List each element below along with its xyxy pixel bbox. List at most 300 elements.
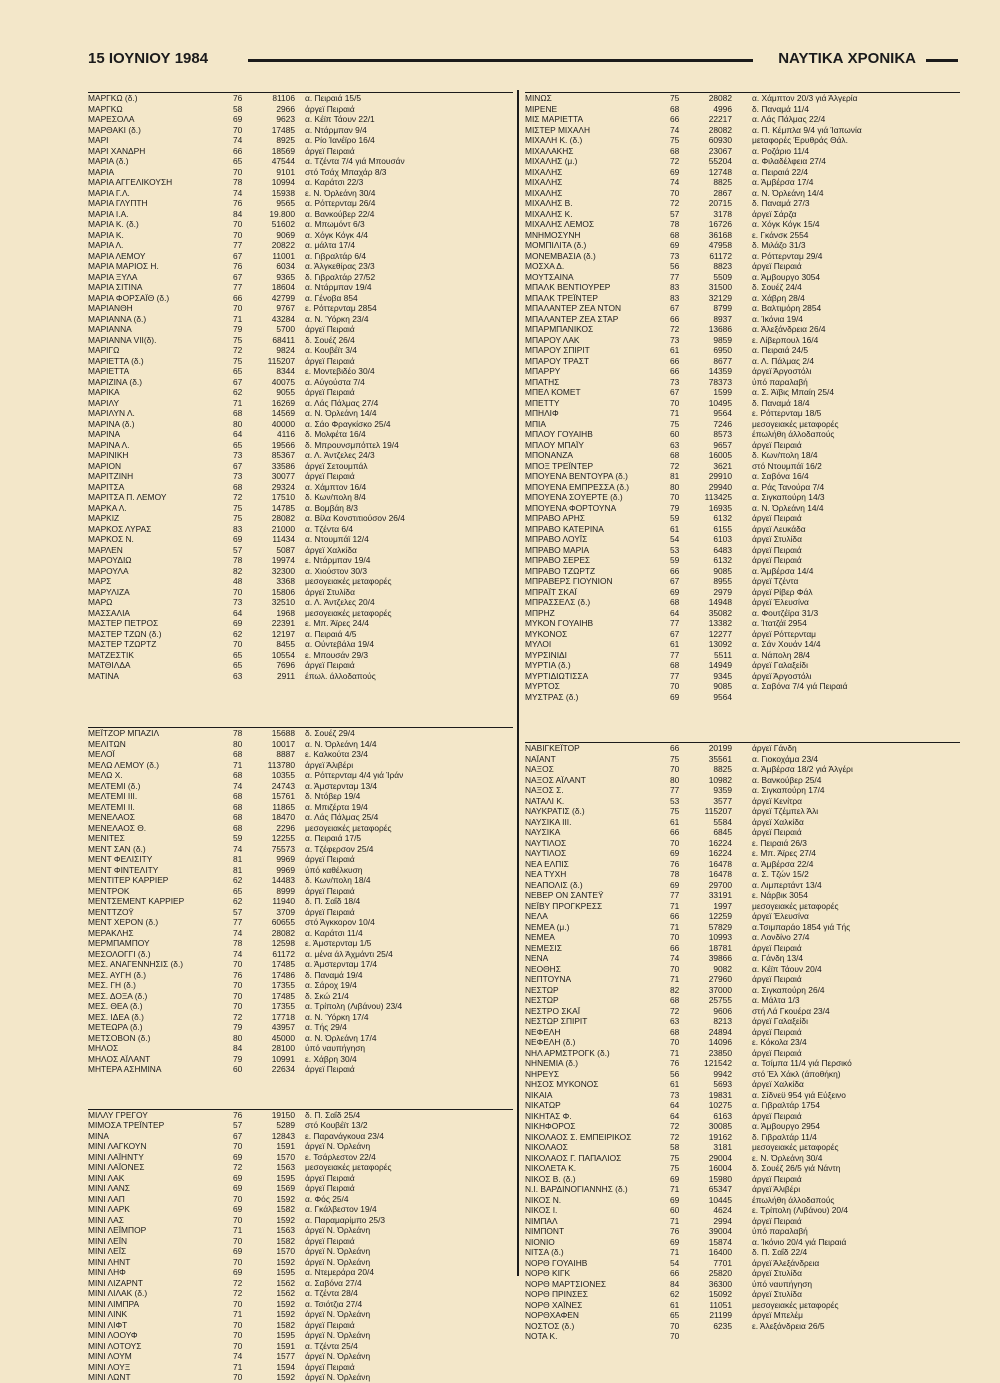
ship-row <box>525 114 960 125</box>
tonnage: 3621 <box>713 460 732 471</box>
ship-status: μεσογειακές μεταφορές <box>305 607 392 618</box>
ship-status: δ. Π. Σαΐδ 18/4 <box>305 896 361 906</box>
ship-name: ΜΠΛΟΥ ΓΟΥΑΙΗΒ <box>525 429 593 439</box>
ship-name: ΝΙΟΝΙΟ <box>525 1236 555 1247</box>
ship-name: ΜΕΣ. ΘΕΑ (δ.) <box>88 1001 143 1011</box>
ship-name: ΝΑΞΟΣ ΑΪΛΑΝΤ <box>525 774 586 785</box>
header-rule <box>248 59 753 62</box>
build-year: 77 <box>670 271 680 282</box>
ship-row <box>88 1246 513 1257</box>
ship-name: ΝΗΛ ΑΡΜΣΤΡΟΓΚ (δ.) <box>525 1047 610 1058</box>
build-year: 81 <box>233 854 243 864</box>
ship-row <box>525 650 960 661</box>
build-year: 69 <box>233 1246 243 1256</box>
build-year: 78 <box>233 938 243 948</box>
ship-status: α. Πειραιά 17/5 <box>305 833 362 843</box>
ship-row <box>525 796 960 807</box>
tonnage: 27960 <box>708 974 732 984</box>
tonnage: 60655 <box>271 917 295 927</box>
ship-status: α. Λ. Άντζελες 24/3 <box>305 450 375 460</box>
ship-row <box>525 429 960 440</box>
tonnage: 2994 <box>713 1215 732 1226</box>
ship-status: α. Τσίμπα 11/4 γιά Περσικό <box>752 1058 852 1068</box>
ship-status: μεσογειακές μεταφορές <box>305 576 392 586</box>
ship-name: ΜΟΜΠΙΛΙΤΑ (δ.) <box>525 240 587 250</box>
tonnage: 9055 <box>276 387 295 397</box>
build-year: 78 <box>670 869 680 879</box>
build-year: 71 <box>233 313 243 324</box>
tonnage: 9623 <box>276 114 295 124</box>
ship-status: α. Ντουμπάϊ 12/4 <box>305 534 369 544</box>
ship-row <box>88 335 513 346</box>
build-year: 70 <box>233 124 243 135</box>
build-year: 80 <box>670 774 680 785</box>
build-year: 68 <box>233 791 243 801</box>
build-year: 66 <box>670 565 680 576</box>
ship-row <box>88 1001 513 1012</box>
build-year: 67 <box>233 376 243 387</box>
ship-status: α. Χάμπτον 20/3 γιά Άλγερία <box>752 93 858 103</box>
build-year: 70 <box>670 187 680 198</box>
build-year: 71 <box>670 1047 680 1058</box>
ship-name: ΜΠΟΥΕΝΑ ΦΟΡΤΟΥΝΑ <box>525 502 617 513</box>
ship-status: α. Σιγκαπούρη 26/4 <box>752 984 825 995</box>
ship-name: ΜΑΡΙΑ Κ. (δ.) <box>88 219 139 229</box>
tonnage: 6235 <box>713 1320 732 1331</box>
tonnage: 8955 <box>713 576 732 586</box>
ship-name: ΜΕΤΣΟΒΟΝ (δ.) <box>88 1032 151 1043</box>
tonnage: 1591 <box>276 1340 295 1351</box>
ship-row <box>525 156 960 167</box>
ship-name: ΝΟΡΘ ΠΡΙΝΣΕΣ <box>525 1289 588 1299</box>
ship-row <box>525 1163 960 1174</box>
ship-row <box>525 1090 960 1101</box>
tonnage: 4996 <box>713 103 732 114</box>
build-year: 74 <box>670 177 680 187</box>
tonnage: 29324 <box>271 481 295 492</box>
tonnage: 14359 <box>708 366 732 376</box>
ship-row <box>525 932 960 943</box>
tonnage: 10017 <box>271 738 295 749</box>
ship-status: ύπό παραλαβή <box>752 1226 808 1236</box>
ship-name: ΜΙΝΙ ΛΟΟΥΦ <box>88 1330 138 1340</box>
ship-status: ε. Μοντεβιδέο 30/4 <box>305 366 375 376</box>
ship-status: δ. Μιλάζο 31/3 <box>752 240 806 250</box>
ship-status: άργεϊ Πειραιά <box>305 660 355 670</box>
ship-status: α. Κέϊπ Τάουν 20/4 <box>752 963 822 974</box>
ship-name: ΜΥΡΣΙΝΙΔΙ <box>525 649 567 660</box>
tonnage: 29700 <box>708 879 732 890</box>
ship-name: ΜΥΡΤΟΣ <box>525 681 560 691</box>
ship-name: ΜΑΡΕΣΟΛΑ <box>88 114 135 124</box>
build-year: 69 <box>233 618 243 628</box>
ship-status: άργεϊ Χαλκίδα <box>752 1079 804 1089</box>
ship-name: ΜΠΡΑΒΟ ΜΑΡΙΑ <box>525 544 590 555</box>
ship-name: ΜΙΝΙ ΛΑΡΚ <box>88 1204 130 1214</box>
ship-name: ΝΕΠΤΟΥΝΑ <box>525 974 572 984</box>
build-year: 73 <box>233 450 243 460</box>
ship-row <box>88 1225 513 1236</box>
tonnage: 3577 <box>713 795 732 806</box>
tonnage: 22634 <box>271 1064 295 1074</box>
ship-row <box>525 1205 960 1216</box>
ship-row <box>525 911 960 922</box>
ship-name: ΜΑΡΙΝΑ <box>88 429 121 439</box>
ship-row <box>88 1110 513 1121</box>
build-year: 65 <box>233 366 243 376</box>
ship-row <box>88 324 513 335</box>
tonnage: 9359 <box>713 785 732 795</box>
ship-status: δ. Ντόβερ 19/4 <box>305 791 361 801</box>
build-year: 70 <box>233 229 243 240</box>
build-year: 66 <box>670 743 680 753</box>
build-year: 61 <box>670 1299 680 1310</box>
build-year: 62 <box>233 387 243 397</box>
ship-row <box>525 671 960 682</box>
tonnage: 9824 <box>276 345 295 355</box>
ship-row <box>525 1279 960 1290</box>
tonnage: 6103 <box>713 534 732 544</box>
ship-row <box>525 1226 960 1237</box>
build-year: 74 <box>670 124 680 135</box>
ship-row <box>525 345 960 356</box>
build-year: 70 <box>233 219 243 229</box>
tonnage: 10445 <box>708 1194 732 1205</box>
ship-status: έπωλήθη άλλοδαπούς <box>752 429 835 439</box>
build-year: 72 <box>670 460 680 471</box>
build-year: 73 <box>670 1089 680 1100</box>
tonnage: 18781 <box>708 942 732 953</box>
ship-name: ΜΑΡΚΟΣ ΛΥΡΑΣ <box>88 523 152 534</box>
ship-status: α. Ίκόνια 19/4 <box>752 313 803 324</box>
tonnage: 39004 <box>708 1226 732 1236</box>
build-year: 58 <box>670 1142 680 1152</box>
ship-status: α. Γιοκοχάμα 23/4 <box>752 753 819 764</box>
ship-name: ΜΑΡΙΑ ΞΥΛΑ <box>88 271 138 282</box>
tonnage: 9565 <box>276 198 295 208</box>
ship-name: ΜΟΥΤΣΑΙΝΑ <box>525 271 574 282</box>
ship-status: άργεϊ Ν. Όρλεάνη <box>305 1141 371 1151</box>
ship-status: άργεϊ Στυλίδα <box>305 586 355 597</box>
ship-row <box>525 377 960 388</box>
tonnage: 36168 <box>708 229 732 240</box>
ship-status: α. μένα άλ Άχμάντι 25/4 <box>305 948 393 959</box>
ship-status: α. Πειραιά 15/5 <box>305 93 362 103</box>
ship-row <box>525 1174 960 1185</box>
build-year: 67 <box>233 460 243 471</box>
ship-status: α. Πειραιά 22/4 <box>752 166 809 177</box>
ship-name: ΝΑΥΤΙΛΟΣ <box>525 848 567 858</box>
ship-row <box>525 104 960 115</box>
ship-status: α. Λονδίνο 27/4 <box>752 932 810 942</box>
ship-row <box>88 587 513 598</box>
ship-status: άργεϊ Πειραιά <box>305 854 355 864</box>
ship-name: ΜΙΝΙ ΛΑΪΗΝΤΥ <box>88 1151 144 1162</box>
build-year: 57 <box>233 906 243 917</box>
tonnage: 2911 <box>276 670 295 681</box>
ship-row <box>525 974 960 985</box>
build-year: 66 <box>233 145 243 156</box>
build-year: 71 <box>670 974 680 984</box>
ship-name: ΜΑΡΙΝΑ (δ.) <box>88 418 135 429</box>
build-year: 67 <box>670 387 680 397</box>
ship-row <box>88 440 513 451</box>
ship-row <box>525 1247 960 1258</box>
ship-row <box>525 188 960 199</box>
build-year: 71 <box>670 921 680 932</box>
ship-name: ΜΑΡΙΑ Κ. <box>88 229 124 240</box>
ship-row <box>88 749 513 760</box>
ship-section <box>88 1109 513 1383</box>
ship-name: ΜΑΡΙΤΣΑ <box>88 481 125 492</box>
ship-row <box>88 1022 513 1033</box>
ship-status: α. Χάβρη 28/4 <box>752 292 805 303</box>
ship-status: α. Σαβόνα 7/4 γιά Πειραιά <box>752 681 848 691</box>
ship-status: α. Ίκόνιο 20/4 γιά Πειραιά <box>752 1236 847 1247</box>
ship-row <box>525 848 960 859</box>
ship-name: ΝΕΦΕΛΗ <box>525 1026 561 1037</box>
ship-status: δ. Σουέζ 26/4 <box>305 334 355 345</box>
tonnage: 13686 <box>708 324 732 334</box>
ship-status: α. Σαβόνα 16/4 <box>752 471 809 481</box>
ship-name: ΜΑΡΙΑΝΝΑ (δ.) <box>88 313 147 324</box>
tonnage: 1577 <box>276 1351 295 1361</box>
ship-row <box>88 419 513 430</box>
tonnage: 12843 <box>271 1130 295 1141</box>
ship-name: ΜΙΝΙ ΛΟΥΞ <box>88 1361 131 1372</box>
ship-row <box>88 1131 513 1142</box>
ship-name: ΜΥΡΤΙΑ (δ.) <box>525 660 571 670</box>
tonnage: 9969 <box>276 854 295 864</box>
build-year: 68 <box>670 103 680 114</box>
ship-status: α. Τζέντα 28/4 <box>305 1288 358 1298</box>
tonnage: 1594 <box>276 1361 295 1372</box>
ship-name: ΜΑΡΙΑ ΜΑΡΙΟΣ Η. <box>88 261 159 271</box>
ship-status: α. Σ. Άϊβις Μπαίη 25/4 <box>752 387 834 397</box>
build-year: 67 <box>670 628 680 639</box>
tonnage: 12259 <box>708 911 732 921</box>
ship-section <box>525 92 960 702</box>
build-year: 69 <box>670 166 680 177</box>
ship-status: άργεϊ Ν. Όρλεάνη <box>305 1330 371 1340</box>
ship-name: ΜΑΡΓΚΩ <box>88 103 123 114</box>
tonnage: 19150 <box>271 1109 295 1120</box>
ship-row <box>525 566 960 577</box>
ship-row <box>525 503 960 514</box>
build-year: 78 <box>233 728 243 738</box>
ship-name: ΝΟΡΘ ΜΑΡΤΣΙΟΝΕΣ <box>525 1278 607 1289</box>
ship-status: άργεϊ Πειραιά <box>752 1026 802 1037</box>
ship-row <box>525 335 960 346</box>
build-year: 82 <box>233 565 243 576</box>
tonnage: 10554 <box>271 649 295 660</box>
tonnage: 9657 <box>713 439 732 450</box>
ship-status: α. Σιγκαπούρη 17/4 <box>752 785 825 795</box>
tonnage: 5511 <box>713 649 732 660</box>
tonnage: 12748 <box>708 166 732 177</box>
ship-name: ΜΙΝΙ ΛΩΝΤ <box>88 1372 131 1382</box>
ship-name: ΜΙΝΙ ΛΑΠ <box>88 1193 125 1204</box>
ship-row <box>525 608 960 619</box>
ship-status: α. Σιγκαπούρη 14/3 <box>752 492 825 502</box>
build-year: 71 <box>233 1309 243 1319</box>
build-year: 71 <box>670 408 680 418</box>
build-year: 48 <box>233 576 243 586</box>
ship-row <box>88 886 513 897</box>
build-year: 72 <box>233 1288 243 1298</box>
ship-row <box>525 146 960 157</box>
ship-name: ΜΥΛΟΙ <box>525 639 552 649</box>
ship-status: α. Άμβουργο 2954 <box>752 1121 821 1131</box>
build-year: 69 <box>670 240 680 250</box>
ship-name: ΝΑΞΟΣ <box>525 764 554 774</box>
build-year: 65 <box>233 439 243 450</box>
ship-row <box>525 1058 960 1069</box>
ship-row <box>88 282 513 293</box>
ship-status: άργεϊ Πειραιά <box>305 355 355 366</box>
tonnage: 24743 <box>271 780 295 791</box>
tonnage: 9085 <box>713 565 732 576</box>
ship-name: ΜΕΝΙΤΕΣ <box>88 833 125 843</box>
build-year: 61 <box>670 1079 680 1089</box>
ship-row <box>88 408 513 419</box>
tonnage: 55204 <box>708 156 732 166</box>
ship-row <box>525 1016 960 1027</box>
ship-row <box>88 650 513 661</box>
build-year: 74 <box>233 948 243 959</box>
ship-name: ΜΑΡΩ <box>88 597 113 607</box>
ship-name: ΜΙΝΙ ΛΙΜΠΡΑ <box>88 1298 140 1309</box>
build-year: 77 <box>233 917 243 927</box>
ship-status: άργεϊ Στυλίδα <box>752 534 802 544</box>
ship-status: άργεϊ Πειραιά <box>752 974 802 984</box>
ship-status: α. Σάροχ 19/4 <box>305 980 357 990</box>
build-year: 75 <box>233 502 243 513</box>
ship-status: άργεϊ Ρόττερνταμ <box>752 628 816 639</box>
build-year: 70 <box>233 1141 243 1151</box>
ship-status: α.Τσιμπαράο 1854 γιά Τής <box>752 921 851 932</box>
build-year: 65 <box>233 660 243 670</box>
build-year: 67 <box>233 271 243 282</box>
ship-row <box>88 917 513 928</box>
ship-name: ΜΙΧΑΛΗΣ ΛΕΜΟΣ <box>525 219 595 229</box>
tonnage: 11051 <box>709 1299 732 1310</box>
tonnage: 8925 <box>276 135 295 145</box>
ship-name: ΜΙΧΑΛΗΣ <box>525 177 563 187</box>
tonnage: 19.800 <box>269 208 295 219</box>
ship-status: α. Ν. Όρλεάνη 14/4 <box>305 408 377 418</box>
build-year: 70 <box>670 681 680 691</box>
ship-row <box>88 1043 513 1054</box>
ship-status: α. Λ. Άντζελες 20/4 <box>305 597 375 607</box>
ship-row <box>88 875 513 886</box>
ship-name: ΜΙΝΙ ΛΗΝΤ <box>88 1256 131 1267</box>
ship-row <box>525 995 960 1006</box>
ship-name: ΜΠΡΑΒΟ ΣΕΡΕΣ <box>525 555 591 565</box>
ship-status: α. Ρόττερνταμ 26/4 <box>305 198 376 208</box>
ship-status: ε. Καλκούτα 23/4 <box>305 749 368 759</box>
build-year: 71 <box>233 1361 243 1372</box>
tonnage: 8213 <box>713 1016 732 1026</box>
ship-name: ΝΑΥΣΙΚΑ <box>525 827 561 837</box>
ship-status: ε. Νάρβικ 3054 <box>752 890 808 900</box>
ship-row <box>525 555 960 566</box>
ship-row <box>88 1330 513 1341</box>
ship-status: ε. Άμστερνταμ 1/5 <box>305 938 372 948</box>
build-year: 62 <box>670 1289 680 1299</box>
ship-name: ΝΑΒΙΓΚΕΪΤΟΡ <box>525 743 580 753</box>
ship-status: α. Ντάρμπαν 9/4 <box>305 124 367 135</box>
ship-name: ΝΑΞΟΣ Σ. <box>525 785 564 795</box>
ship-row <box>525 1121 960 1132</box>
ship-name: ΜΙΝΙ ΛΗΦ <box>88 1267 126 1277</box>
ship-status: δ. Σκώ 21/4 <box>305 990 349 1001</box>
ship-name: ΝΙΚΟΣ Ι. <box>525 1205 558 1215</box>
ship-row <box>525 534 960 545</box>
build-year: 69 <box>233 1151 243 1162</box>
ship-row <box>525 1006 960 1017</box>
ship-status: δ. Γιβραλτάρ 11/4 <box>752 1131 817 1142</box>
tonnage: 14096 <box>708 1037 732 1047</box>
ship-name: ΜΙΝΑ <box>88 1130 109 1141</box>
build-year: 68 <box>670 1026 680 1037</box>
tonnage: 17510 <box>271 492 295 502</box>
ship-status: α. Τζέντα 6/4 <box>305 523 354 534</box>
ship-row <box>525 901 960 912</box>
tonnage: 25820 <box>708 1268 732 1278</box>
ship-row <box>88 461 513 472</box>
tonnage: 32510 <box>271 597 295 607</box>
tonnage: 15092 <box>708 1289 732 1299</box>
ship-name: ΜΕΛΩ ΛΕΜΟΥ (δ.) <box>88 759 160 770</box>
ship-status: α. Βαλτιμόρη 2854 <box>752 303 822 313</box>
ship-name: ΜΠΟΥΕΝΑ ΣΟΥΕΡΤΕ (δ.) <box>525 492 623 502</box>
tonnage: 35082 <box>708 607 732 618</box>
ship-status: άργεϊ Πειραιά <box>752 513 802 523</box>
tonnage: 10355 <box>271 770 295 780</box>
ship-name: ΜΗΛΟΣ ΑΪΛΑΝΤ <box>88 1053 151 1064</box>
ship-name: ΜΕΝΤΤΖΟΫ <box>88 906 134 917</box>
build-year: 74 <box>233 843 243 854</box>
build-year: 69 <box>670 1194 680 1205</box>
ship-row <box>525 859 960 870</box>
ship-status: α. Άμβουργο 3054 <box>752 271 821 282</box>
build-year: 69 <box>670 1173 680 1184</box>
ship-name: ΜΑΤΙΝΑ <box>88 670 120 681</box>
build-year: 68 <box>233 481 243 492</box>
ship-row <box>88 770 513 781</box>
ship-status: άργεϊ Πειραιά <box>305 324 355 334</box>
build-year: 53 <box>670 544 680 555</box>
tonnage: 23850 <box>708 1047 732 1058</box>
ship-name: ΜΑΡΙΑ <box>88 166 115 177</box>
build-year: 77 <box>670 649 680 660</box>
build-year: 66 <box>670 366 680 376</box>
ship-status: α. Βανκούβερ 25/4 <box>752 774 822 785</box>
ship-status: α. Άλγκεθίρας 23/3 <box>305 261 375 271</box>
tonnage: 5087 <box>276 544 295 555</box>
ship-name: ΜΝΗΜΟΣΥΝΗ <box>525 229 581 240</box>
tonnage: 8825 <box>713 764 732 774</box>
build-year: 70 <box>670 397 680 408</box>
ship-status: δ. Μολφέτα 16/4 <box>305 429 366 439</box>
ship-row <box>88 146 513 157</box>
ship-name: ΜΑΡΙΑΝΝΑ <box>88 324 132 334</box>
ship-status: άργεϊ Άργοστόλι <box>752 670 812 681</box>
ship-status: α. Τζέντα 7/4 γιά Μπουσάν <box>305 156 405 166</box>
ship-row <box>88 833 513 844</box>
tonnage: 12277 <box>708 628 732 639</box>
